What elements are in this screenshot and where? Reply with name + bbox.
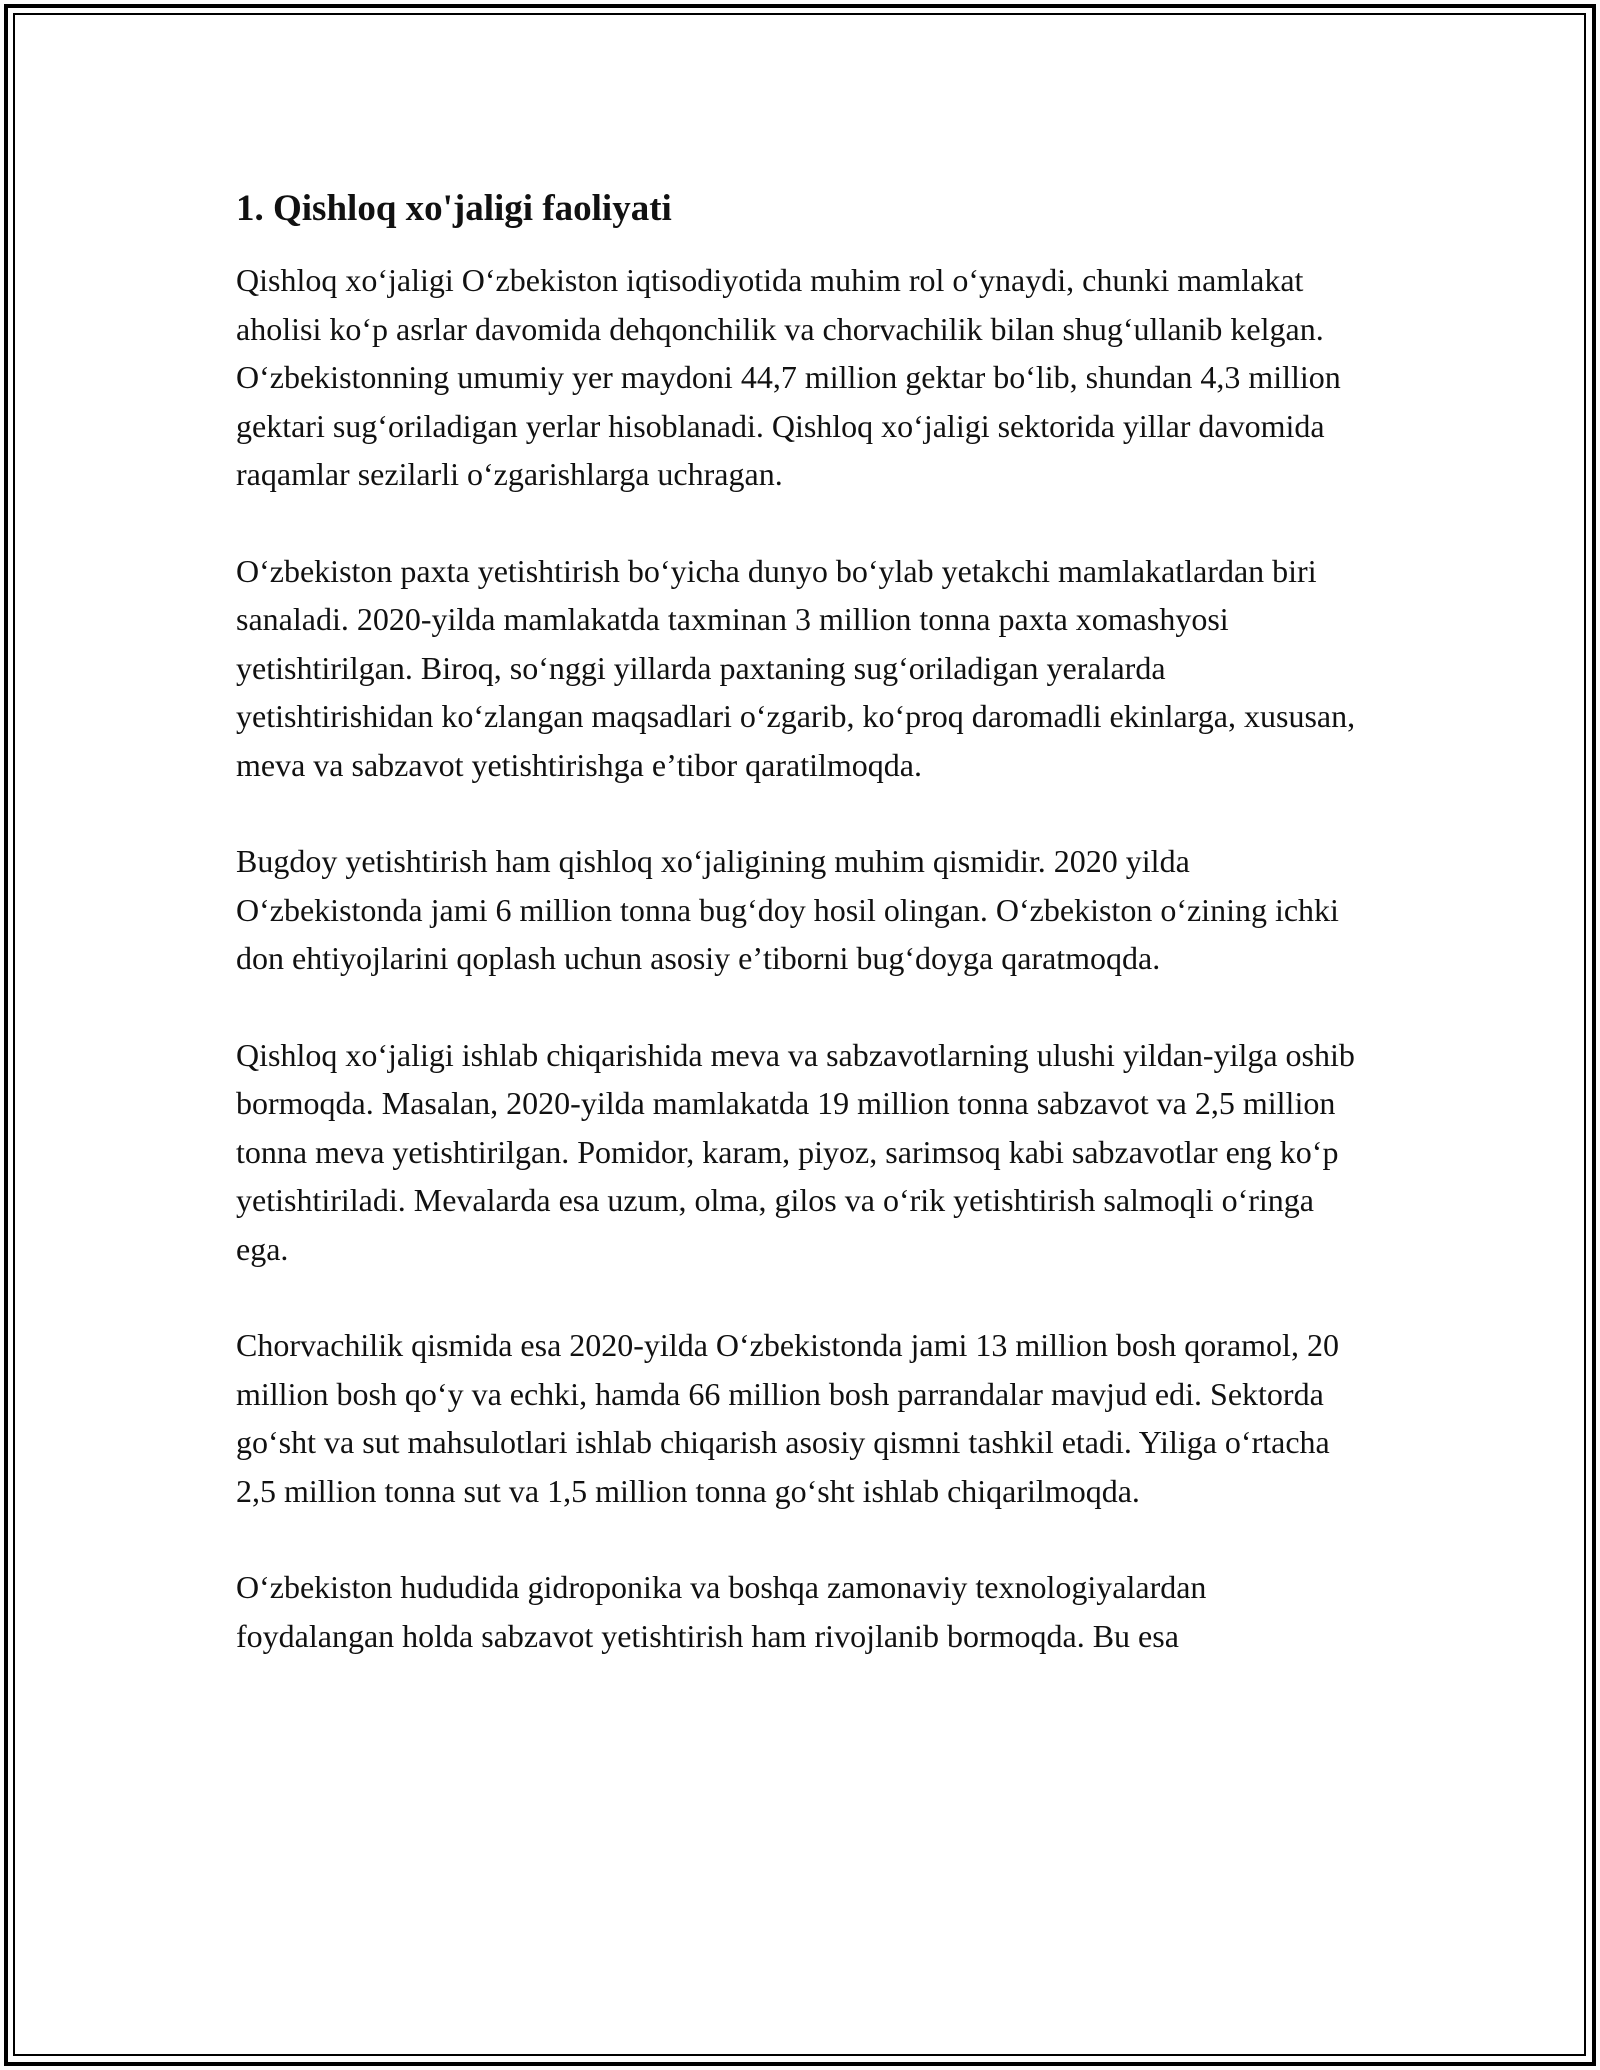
paragraph-hydroponics: Oʻzbekiston hududida gidroponika va boshqa zamonaviy texnologiyalardan foydalangan holda sabzavot yetishtirish ham rivojlanib bormoqda. Bu esa (236, 1569, 1207, 1654)
paragraph-cotton: Oʻzbekiston paxta yetishtirish boʻyicha dunyo boʻylab yetakchi mamlakatlardan biri sanaladi. 2020-yilda mamlakatda taxminan 3 million tonna paxta xomashyosi yetishtirilgan. Biroq, soʻnggi yillarda paxtaning sugʻoriladigan yeralarda yetishtirishidan koʻzlangan maqsadlari oʻzgarib, koʻproq daromadli ekinlarga, xususan, meva va sabzavot yetishtirishga eʼtibor qaratilmoqda. (236, 552, 1356, 783)
paragraph-wheat: Bugdoy yetishtirish ham qishloq xoʻjaligining muhim qismidir. 2020 yilda Oʻzbekistonda jami 6 million tonna bugʻdoy hosil olingan. Oʻzbekiston oʻzining ichki don ehtiyojlarini qoplash uchun asosiy eʼtiborni bugʻdoyga qaratmoqda. (236, 843, 1339, 976)
section-heading: 1. Qishloq xo'jaligi faoliyati (236, 188, 672, 229)
paragraph-agriculture-overview: Qishloq xoʻjaligi Oʻzbekiston iqtisodiyotida muhim rol oʻynaydi, chunki mamlakat aholisi koʻp asrlar davomida dehqonchilik va chorvachilik bilan shugʻullanib kelgan. Oʻzbekistonning umumiy yer maydoni 44,7 million gektar boʻlib, shundan 4,3 million gektari sugʻoriladigan yerlar hisoblanadi. Qishloq xoʻjaligi sektorida yillar davomida raqamlar sezilarli oʻzgarishlarga uchragan. (236, 262, 1341, 492)
document-body (236, 186, 1356, 1660)
paragraph-livestock: Chorvachilik qismida esa 2020-yilda Oʻzbekistonda jami 13 million bosh qoramol, 20 million bosh qoʻy va echki, hamda 66 million bosh parrandalar mavjud edi. Sektorda goʻsht va sut mahsulotlari ishlab chiqarish asosiy qismni tashkil etadi. Yiliga oʻrtacha 2,5 million tonna sut va 1,5 million tonna goʻsht ishlab chiqarilmoqda. (236, 1327, 1339, 1509)
paragraph-fruits-vegetables: Qishloq xoʻjaligi ishlab chiqarishida meva va sabzavotlarning ulushi yildan-yilga oshib bormoqda. Masalan, 2020-yilda mamlakatda 19 million tonna sabzavot va 2,5 million tonna meva yetishtirilgan. Pomidor, karam, piyoz, sarimsoq kabi sabzavotlar eng koʻp yetishtiriladi. Mevalarda esa uzum, olma, gilos va oʻrik yetishtirish salmoqli oʻringa ega. (236, 1036, 1355, 1267)
